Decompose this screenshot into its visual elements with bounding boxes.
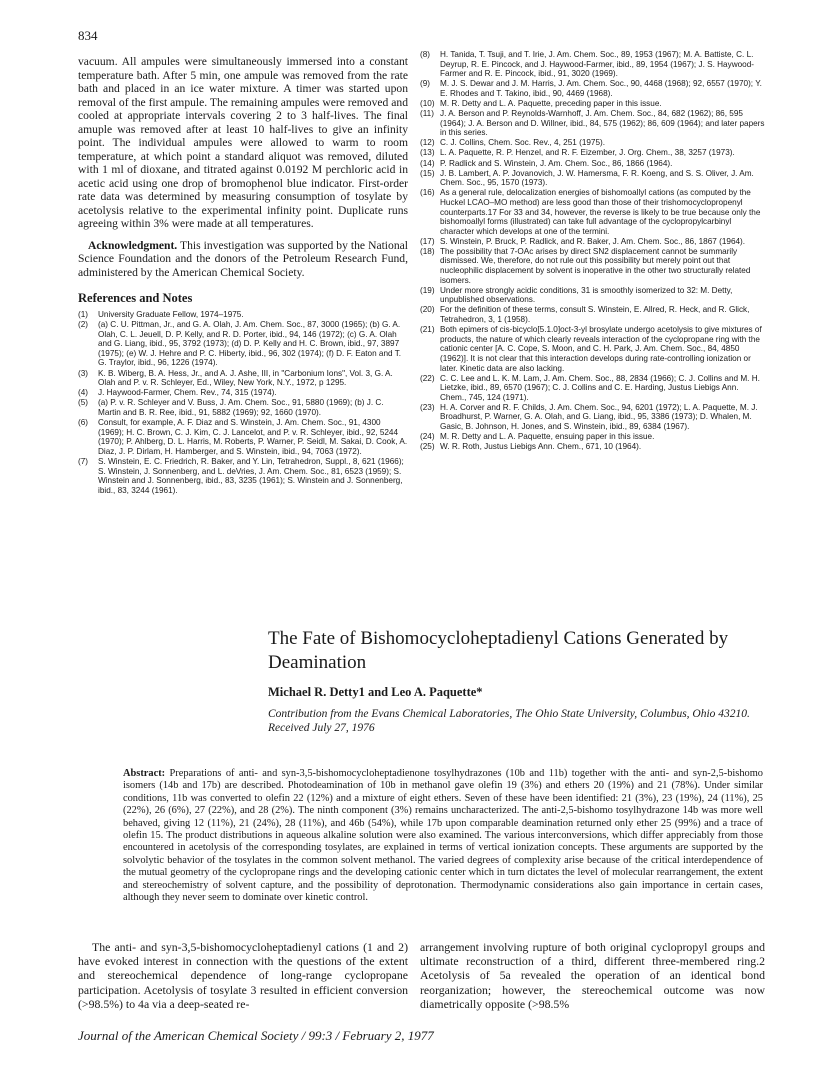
reference-text: (a) C. U. Pittman, Jr., and G. A. Olah, J. Am. Chem. Soc., 87, 3000 (1965); (b) G. A. Olah, C. L. Jeuell, D. P. Kelly, and R. D. Porter, ibid., 94, 146 (1972); (c) G. A. Olah and G. Liang, ibid., 95, 3792 (1973); (d) D. P. Kelly and H. C. Brown, ibid., 97, 3897 (1975); (e) W. J. Hehre and P. C. Hiberty, ibid., 96, 302 (1974); (f) D. F. Eaton and T. G. Traylor, ibid., 96, 1226 (1974).: [98, 320, 402, 368]
reference-item: [420, 138, 765, 148]
reference-item: [420, 442, 765, 452]
reference-text: S. Winstein, P. Bruck, P. Radlick, and R. Baker, J. Am. Chem. Soc., 86, 1867 (1964).: [440, 236, 746, 246]
reference-item: [78, 398, 408, 417]
reference-number: (14): [420, 158, 435, 168]
reference-text: P. Radlick and S. Winstein, J. Am. Chem. Soc., 86, 1866 (1964).: [440, 158, 673, 168]
abstract: [123, 768, 763, 904]
reference-text: L. A. Paquette, R. P. Henzel, and R. F. Eizember, J. Org. Chem., 38, 3257 (1973).: [440, 148, 735, 158]
reference-item: [420, 169, 765, 188]
reference-number: (21): [420, 325, 435, 335]
reference-item: [420, 325, 765, 373]
reference-number: (9): [420, 79, 431, 89]
reference-item: [78, 320, 408, 368]
reference-list-right: [420, 50, 765, 452]
reference-number: (24): [420, 432, 435, 442]
reference-number: (16): [420, 188, 435, 198]
experimental-paragraph: vacuum. All ampules were simultaneously immersed into a constant temperature bath. After 5 min, one ampule was removed from the rate bath and placed in an ice water mixture. A timer was started upon removal of the first ampule. The remaining ampules were removed and cooled at appropriate intervals covering 2 to 3 half-lives. The final amuple was removed after at least 10 half-lives to give an infinity point. The individual ampules were allowed to warm to room temperature, at which point a standard aliquot was removed, diluted with 1 ml of dioxane, and titrated against 0.0192 M perchloric acid in acetic acid using one drop of bromophenol blue indicator. First-order rate data was determined by measuring consumption of tosylate by acetolysis relative to the experimental infinity point. Duplicate runs agreeing within 3% were made at all temperatures.: [78, 55, 408, 230]
reference-text: J. B. Lambert, A. P. Jovanovich, J. W. Hamersma, F. R. Koeng, and S. S. Oliver, J. Am. Chem. Soc., 95, 1570 (1973).: [440, 168, 754, 188]
reference-text: As a general rule, delocalization energies of bishomoallyl cations (as computed by the Huckel LCAO–MO method) are less good than those of their trishomocyclopropenyl counterparts.17 For 33 and 34, however, the reverse is likely to be true because only the bishomoallyl forms (illustrated) can take full advantage of the cyclopropylcarbinyl character which develops at one of the termini.: [440, 188, 761, 236]
reference-item: [78, 418, 408, 456]
reference-text: The possibility that 7-OAc arises by direct SN2 displacement cannot be summarily dismissed. We, therefore, do not rule out this possibility but merely point out that nucleophilic displacement by solvent is inoperative in the other two structurally related isomers.: [440, 246, 751, 285]
acknowledgment-paragraph: [78, 239, 408, 280]
reference-text: M. R. Detty and L. A. Paquette, preceding paper in this issue.: [440, 98, 662, 108]
acknowledgment-text: This investigation was supported by the National Science Foundation and the donors of the Petroleum Research Fund, administered by the American Chemical Society.: [78, 238, 408, 279]
reference-number: (7): [78, 456, 89, 466]
reference-number: (5): [78, 398, 89, 408]
reference-number: (15): [420, 168, 435, 178]
reference-text: K. B. Wiberg, B. A. Hess, Jr., and A. J. Ashe, III, in "Carbonium Ions", Vol. 3, G. A. Olah and P. v. R. Schleyer, Ed., Wiley, New York, N.Y., 1972, p 1295.: [98, 368, 393, 388]
reference-number: (13): [420, 148, 435, 158]
left-column: [78, 55, 408, 496]
introduction-paragraph-left: The anti- and syn-3,5-bishomocycloheptadienyl cations (1 and 2) have evoked interest in connection with the questions of the extent and stereochemical dependence of long-range cyclopropane participation. Acetolysis of tosylate 3 resulted in efficient conversion (>98.5%) to 4a via a deep-seated re-: [78, 940, 408, 1011]
reference-list-left: [78, 310, 408, 495]
reference-text: C. C. Lee and L. K. M. Lam, J. Am. Chem. Soc., 88, 2834 (1966); C. J. Collins and M. H. Lietzke, ibid., 89, 6570 (1967); C. J. Collins and C. E. Harding, Justus Liebigs Ann. Chem., 745, 124 (1971).: [440, 373, 760, 402]
article-title: The Fate of Bishomocycloheptadienyl Cations Generated by Deamination: [268, 628, 729, 673]
abstract-label: Abstract:: [123, 768, 166, 779]
reference-number: (10): [420, 98, 435, 108]
reference-number: (17): [420, 236, 435, 246]
introduction-left-column: [78, 940, 408, 1011]
reference-item: [78, 457, 408, 495]
reference-number: (12): [420, 138, 435, 148]
reference-text: University Graduate Fellow, 1974–1975.: [98, 310, 244, 319]
reference-text: Both epimers of cis-bicyclo[5.1.0]oct-3-yl brosylate undergo acetolysis to give mixtures of products, the nature of which clearly reveals interaction of the cyclopropane ring with the cationic center [A. C. Cope, S. Moon, and C. H. Park, J. Am. Chem. Soc., 84, 4850 (1962)]. It is not clear that this interaction develops during rate-controlling ionization or later. Kinetic data are also lacking.: [440, 325, 762, 373]
reference-text: H. A. Corver and R. F. Childs, J. Am. Chem. Soc., 94, 6201 (1972); L. A. Paquette, M. J. Broadhurst, P. Warner, G. A. Olah, and G. Liang, ibid., 95, 3386 (1973); D. Whalen, M. Gasic, B. Johnson, H. Jones, and S. Winstein, ibid., 89, 6384 (1967).: [440, 402, 758, 432]
reference-item: [78, 310, 408, 320]
reference-number: (2): [78, 320, 89, 330]
reference-item: [420, 50, 765, 79]
reference-text: C. J. Collins, Chem. Soc. Rev., 4, 251 (1975).: [440, 138, 606, 148]
reference-text: J. A. Berson and P. Reynolds-Warnhoff, J. Am. Chem. Soc., 84, 682 (1962); 86, 595 (1964); J. A. Berson and D. Willner, ibid., 84, 575 (1962); 86, 609 (1964); and later papers in this series.: [440, 109, 765, 138]
reference-text: J. Haywood-Farmer, Chem. Rev., 74, 315 (1974).: [98, 388, 277, 398]
reference-number: (22): [420, 373, 435, 383]
reference-item: [78, 369, 408, 388]
reference-item: [420, 237, 765, 247]
reference-item: [420, 432, 765, 442]
reference-item: [420, 159, 765, 169]
reference-item: [420, 247, 765, 285]
introduction-paragraph-right: arrangement involving rupture of both original cyclopropyl groups and ultimate reconstruction of a third, different three-membered ring.2 Acetolysis of 5a revealed the operation of an identical bond reorganization; however, the stereochemical outcome was now diametrically opposite (>98.5%: [420, 940, 765, 1011]
reference-text: Consult, for example, A. F. Diaz and S. Winstein, J. Am. Chem. Soc., 91, 4300 (1969); H. C. Brown, C. J. Kim, C. J. Lancelot, and P. v. R. Schleyer, ibid., 92, 5244 (1970); P. Ahlberg, D. L. Harris, M. Roberts, P. Warner, P. Seidl, M. Sakai, D. Cook, A. Diaz, J. P. Dirlam, H. Hamberger, and S. Winstein, ibid., 94, 7063 (1972).: [98, 418, 408, 456]
reference-item: [420, 99, 765, 109]
reference-item: [78, 388, 408, 398]
article-affiliation: Contribution from the Evans Chemical Laboratories, The Ohio State University, Columbus, Ohio 43210. Received July 27, 1976: [268, 708, 750, 734]
reference-number: (11): [420, 109, 434, 119]
abstract-text: Preparations of anti- and syn-3,5-bishomocycloheptadienone tosylhydrazones (10b and 11b) together with the anti- and syn-2,5-bishomo isomers (14b and 17b) are described. Photodeamination of 10b in methanol gave olefin 19 (3%) and ethers 20 (19%) and 21 (78%). Under similar conditions, 11b was converted to olefin 22 (12%) and a mixture of eight ethers. Seven of these have been identified: 21 (3%), 23 (19%), 24 (11%), 25 (22%), 26 (6%), 27 (22%), and 28 (2%). The ninth component (3%) remains uncharacterized. The anti-2,5-bishomo tosylhydrazone 14b was more well behaved, giving 12 (11%), 21 (24%), 28 (11%), and 46b (54%), while 17b upon comparable deamination returned only ether 25 (99%) and a trace of olefin 15. The product distributions in aqueous alkaline solution were also examined. The various interconversions, which differ appreciably from those encountered in acetolysis of the corresponding tosylates, are explained in terms of vertical ionization concepts. These arguments are supported by the solvolytic behavior of the tosylates in the common solvent methanol. The varied degrees of complexity arise because of the critical interdependence of the mutual geometry of the cyclopropane rings and the developing cationic center which in turn dictates the level of molecular rearrangement, the extent and stereochemistry of solvent capture, and the possibility of deprotonation. Thermodynamic considerations also gain importance in certain cases, although they never seem to dominate over kinetic control.: [123, 768, 763, 904]
reference-number: (8): [420, 50, 431, 59]
right-column: [420, 50, 765, 452]
reference-number: (23): [420, 402, 435, 412]
reference-number: (25): [420, 442, 435, 452]
reference-number: (1): [78, 310, 89, 319]
reference-text: For the definition of these terms, consult S. Winstein, E. Allred, R. Heck, and R. Glick, Tetrahedron, 3, 1 (1958).: [440, 305, 750, 325]
reference-text: H. Tanida, T. Tsuji, and T. Irie, J. Am. Chem. Soc., 89, 1953 (1967); M. A. Battiste, C. L. Deyrup, R. E. Pincock, and J. Haywood-Farmer, ibid., 89, 1954 (1967); J. S. Haywood-Farmer and R. E. Pincock, ibid., 91, 3020 (1969).: [440, 50, 754, 79]
reference-text: M. R. Detty and L. A. Paquette, ensuing paper in this issue.: [440, 432, 655, 442]
reference-number: (6): [78, 418, 89, 428]
reference-item: [420, 403, 765, 432]
article-authors: Michael R. Detty1 and Leo A. Paquette*: [268, 685, 483, 699]
reference-item: [420, 305, 765, 324]
reference-item: [420, 188, 765, 236]
reference-text: (a) P. v. R. Schleyer and V. Buss, J. Am. Chem. Soc., 91, 5880 (1969); (b) J. C. Martin and B. R. Ree, ibid., 91, 5882 (1969); 92, 1660 (1970).: [98, 398, 384, 417]
reference-number: (4): [78, 388, 89, 398]
reference-number: (3): [78, 368, 89, 378]
acknowledgment-label: Acknowledgment.: [88, 238, 178, 252]
reference-text: M. J. S. Dewar and J. M. Harris, J. Am. Chem. Soc., 90, 4468 (1968); 92, 6557 (1970); Y. E. Rhodes and T. Takino, ibid., 90, 4469 (1968).: [440, 79, 762, 98]
reference-item: [420, 109, 765, 138]
reference-text: S. Winstein, E. C. Friedrich, R. Baker, and Y. Lin, Tetrahedron, Suppl., 8, 621 (1966); S. Winstein, J. Sonnenberg, and L. deVries, J. Am. Chem. Soc., 81, 6523 (1959); S. Winstein and J. Sonnenberg, ibid., 83, 3235 (1961); S. Winstein and J. Sonnenberg, ibid., 83, 3244 (1961).: [98, 456, 404, 495]
reference-item: [420, 374, 765, 403]
reference-item: [420, 79, 765, 98]
reference-item: [420, 286, 765, 305]
reference-item: [420, 148, 765, 158]
journal-footer: Journal of the American Chemical Society / 99:3 / February 2, 1977: [78, 1028, 434, 1043]
reference-number: (19): [420, 285, 435, 295]
reference-number: (20): [420, 305, 435, 315]
page-number: 834: [78, 28, 98, 43]
references-heading: References and Notes: [78, 291, 193, 305]
reference-text: Under more strongly acidic conditions, 31 is smoothly isomerized to 32: M. Detty, unpublished observations.: [440, 285, 733, 305]
reference-text: W. R. Roth, Justus Liebigs Ann. Chem., 671, 10 (1964).: [440, 442, 642, 452]
introduction-right-column: [420, 940, 765, 1011]
reference-number: (18): [420, 246, 435, 256]
